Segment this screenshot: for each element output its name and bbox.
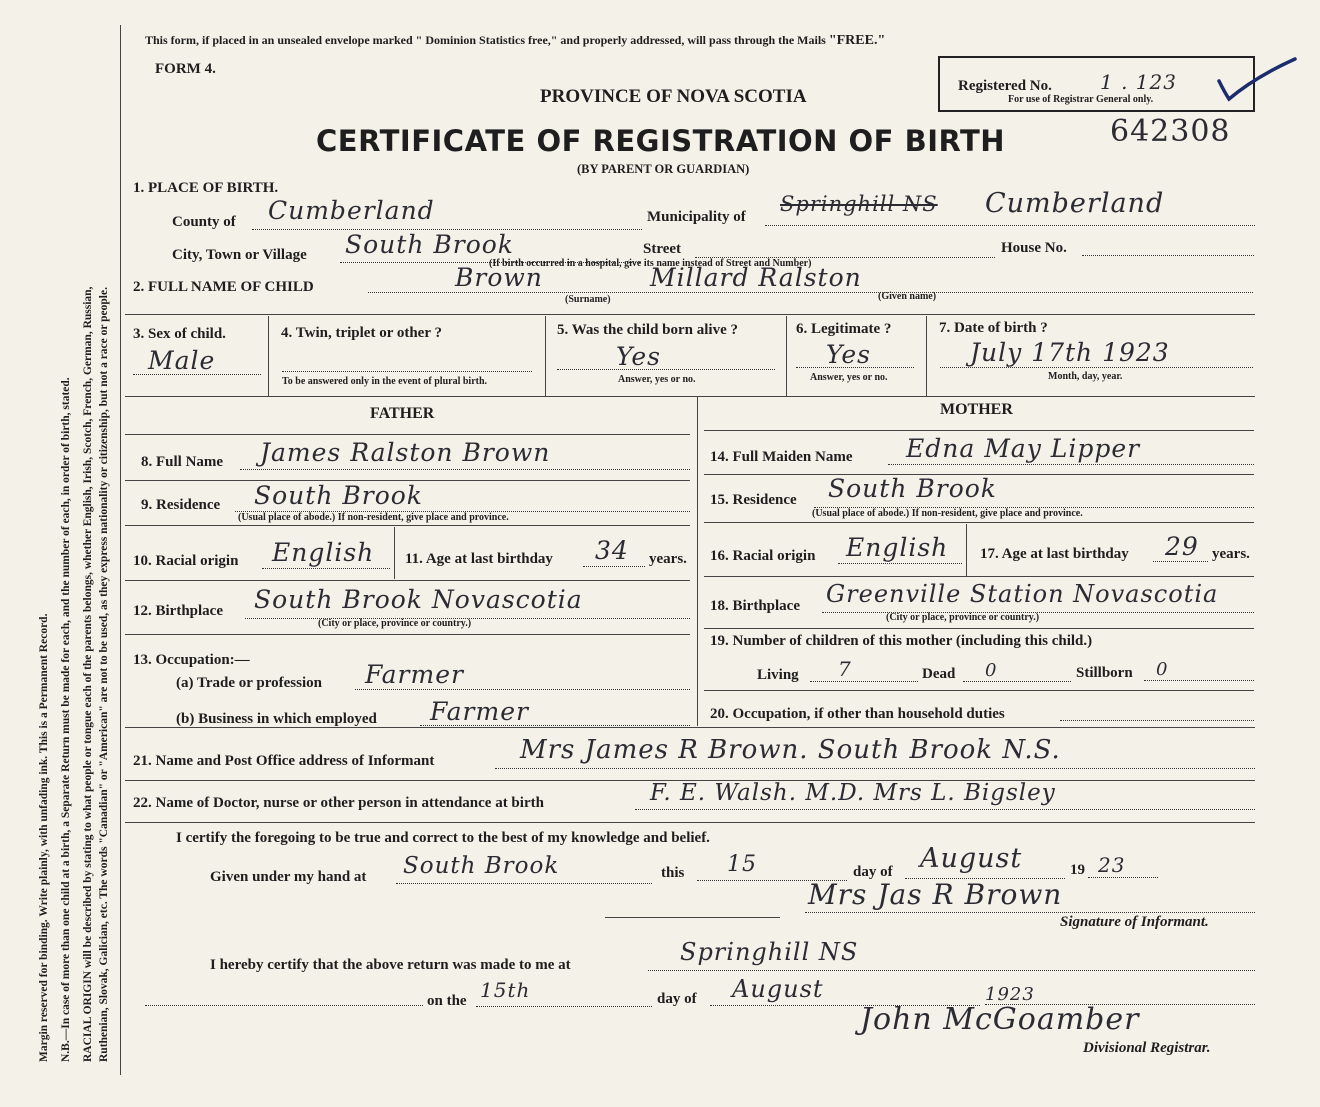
twin-note: To be answered only in the event of plural birth.	[282, 376, 488, 387]
father-heading: FATHER	[370, 405, 435, 422]
father-occupation-label: 13. Occupation:—	[133, 652, 250, 668]
margin-note-binding: Margin reserved for binding. Write plainly, with unfading ink. This is a Permanent Record.	[38, 613, 50, 1062]
informant-label: 21. Name and Post Office address of Informant	[133, 753, 435, 769]
father-birthplace-label: 12. Birthplace	[133, 603, 223, 619]
registrar-year-value: 1923	[985, 984, 1035, 1005]
page-title: CERTIFICATE OF REGISTRATION OF BIRTH	[316, 124, 1006, 158]
mother-heading: MOTHER	[940, 401, 1013, 418]
cert-year-value: 23	[1098, 853, 1126, 877]
father-racial-label: 10. Racial origin	[133, 553, 239, 569]
mother-age-value: 29	[1165, 532, 1199, 561]
father-business-value: Farmer	[430, 697, 529, 726]
stillborn-value: 0	[1156, 659, 1169, 680]
dead-value: 0	[985, 660, 998, 681]
registrar-caption: Divisional Registrar.	[1083, 1040, 1211, 1056]
mail-notice: This form, if placed in an unsealed envelope marked " Dominion Statistics free," and properly addressed, will pass through the Mails "FREE."	[145, 33, 886, 48]
mother-children-label: 19. Number of children of this mother (including this child.)	[710, 633, 1093, 649]
alive-value: Yes	[616, 342, 661, 371]
child-name-label: 2. FULL NAME OF CHILD	[133, 279, 314, 295]
margin-note-racial-origin-cont: Ruthenian, Slovak, Galician, etc. The words "Canadian" or "American" are not to be used, as they express nationality or citizenship, but not a race or people.	[98, 287, 110, 1062]
father-birthplace-note: (City or place, province or country.)	[318, 618, 472, 629]
informant-signature: Mrs Jas R Brown	[808, 878, 1063, 911]
legitimate-value: Yes	[826, 340, 871, 369]
cert-year-prefix: 19	[1070, 862, 1085, 878]
sex-value: Male	[148, 346, 216, 375]
mother-residence-note: (Usual place of abode.) If non-resident, give place and province.	[812, 508, 1083, 519]
cert-day-value: 15	[727, 852, 757, 877]
province-heading: PROVINCE OF NOVA SCOTIA	[540, 86, 807, 107]
this-label: this	[661, 865, 685, 881]
mother-years: years.	[1212, 546, 1250, 562]
living-label: Living	[757, 667, 799, 683]
child-given-value: Millard Ralston	[650, 263, 862, 292]
margin-note-plural-birth: N.B.—In case of more than one child at a birth, a Separate Return must be made for each, and the number of each, in order of birth, stated.	[60, 377, 72, 1062]
mother-name-label: 14. Full Maiden Name	[710, 449, 853, 465]
check-mark-icon	[1215, 55, 1300, 105]
registered-value: 1 . 123	[1100, 70, 1177, 94]
mother-occupation-label: 20. Occupation, if other than household duties	[710, 706, 1005, 722]
city-label: City, Town or Village	[172, 247, 307, 263]
mother-birthplace-note: (City or place, province or country.)	[886, 612, 1040, 623]
informant-signature-caption: Signature of Informant.	[1060, 914, 1209, 930]
father-name-value: James Ralston Brown	[260, 438, 551, 467]
child-surname-value: Brown	[455, 263, 543, 292]
dob-value: July 17th 1923	[970, 338, 1170, 367]
registrar-statement: I hereby certify that the above return was made to me at	[210, 957, 571, 973]
page-subtitle: (BY PARENT OR GUARDIAN)	[577, 162, 750, 176]
cert-month-value: August	[920, 843, 1023, 874]
alive-note: Answer, yes or no.	[618, 374, 696, 385]
mother-birthplace-label: 18. Birthplace	[710, 598, 800, 614]
informant-value: Mrs James R Brown. South Brook N.S.	[520, 735, 1061, 765]
street-label: Street	[643, 241, 682, 257]
mother-racial-label: 16. Racial origin	[710, 548, 816, 564]
registrar-place-value: Springhill NS	[680, 938, 859, 966]
living-value: 7	[838, 657, 852, 681]
doctor-label: 22. Name of Doctor, nurse or other person in attendance at birth	[133, 795, 544, 811]
stillborn-label: Stillborn	[1076, 665, 1133, 681]
stamp-number: 642308	[1110, 114, 1231, 149]
municipality-struck: Springhill NS	[780, 192, 938, 216]
father-age-value: 34	[595, 536, 629, 565]
dead-label: Dead	[922, 666, 956, 682]
father-residence-note: (Usual place of abode.) If non-resident, give place and province.	[238, 512, 509, 523]
city-value: South Brook	[345, 230, 514, 259]
legitimate-label: 6. Legitimate ?	[796, 321, 892, 337]
hospital-note: (If birth occurred in a hospital, give its name instead of Street and Number)	[489, 258, 812, 269]
mother-name-value: Edna May Lipper	[906, 434, 1141, 463]
legitimate-note: Answer, yes or no.	[810, 372, 888, 383]
registrar-on-the-label: on the	[427, 993, 467, 1009]
mother-racial-value: English	[846, 533, 949, 562]
father-residence-value: South Brook	[254, 481, 423, 510]
dob-note: Month, day, year.	[1048, 371, 1123, 382]
twin-label: 4. Twin, triplet or other ?	[281, 325, 442, 341]
father-years: years.	[649, 551, 687, 567]
mother-residence-label: 15. Residence	[710, 492, 797, 508]
registered-number-box	[938, 56, 1255, 112]
house-label: House No.	[1001, 240, 1067, 256]
father-trade-value: Farmer	[365, 660, 464, 689]
surname-caption: (Surname)	[565, 294, 611, 305]
mother-age-label: 17. Age at last birthday	[980, 546, 1129, 562]
county-label: County of	[172, 214, 236, 230]
father-business-label: (b) Business in which employed	[176, 711, 377, 727]
dob-label: 7. Date of birth ?	[939, 320, 1048, 336]
given-place-value: South Brook	[403, 853, 560, 879]
given-caption: (Given name)	[878, 291, 937, 302]
mother-birthplace-value: Greenville Station Novascotia	[826, 580, 1219, 608]
registrar-month-value: August	[732, 975, 824, 1003]
given-under-label: Given under my hand at	[210, 869, 367, 885]
sex-label: 3. Sex of child.	[133, 326, 226, 342]
registrar-day-of-label: day of	[657, 991, 697, 1007]
father-name-label: 8. Full Name	[141, 454, 224, 470]
form-number: FORM 4.	[155, 61, 216, 77]
alive-label: 5. Was the child born alive ?	[557, 322, 738, 338]
binding-border	[120, 25, 121, 1075]
margin-note-racial-origin: RACIAL ORIGIN will be described by stating to what people or tongue each of the parents belongs, whether English, Irish, Scotch, French, German, Russian,	[82, 286, 94, 1062]
place-of-birth-heading: 1. PLACE OF BIRTH.	[133, 180, 279, 196]
father-residence-label: 9. Residence	[141, 497, 221, 513]
father-racial-value: English	[272, 538, 375, 567]
registrar-signature: John McGoamber	[860, 1002, 1140, 1037]
registered-label: Registered No.	[958, 78, 1052, 94]
county-value: Cumberland	[268, 196, 435, 225]
registrar-day-value: 15th	[480, 978, 531, 1002]
registrar-use-note: For use of Registrar General only.	[1008, 94, 1154, 105]
father-trade-label: (a) Trade or profession	[176, 675, 322, 691]
municipality-label: Municipality of	[647, 209, 746, 225]
municipality-value: Cumberland	[985, 188, 1165, 219]
father-age-label: 11. Age at last birthday	[405, 551, 553, 567]
certification-statement: I certify the foregoing to be true and correct to the best of my knowledge and belief.	[176, 830, 710, 846]
cert-day-of-label: day of	[853, 864, 893, 880]
father-birthplace-value: South Brook Novascotia	[254, 585, 583, 614]
doctor-value: F. E. Walsh. M.D. Mrs L. Bigsley	[650, 780, 1056, 806]
mother-residence-value: South Brook	[828, 474, 997, 503]
